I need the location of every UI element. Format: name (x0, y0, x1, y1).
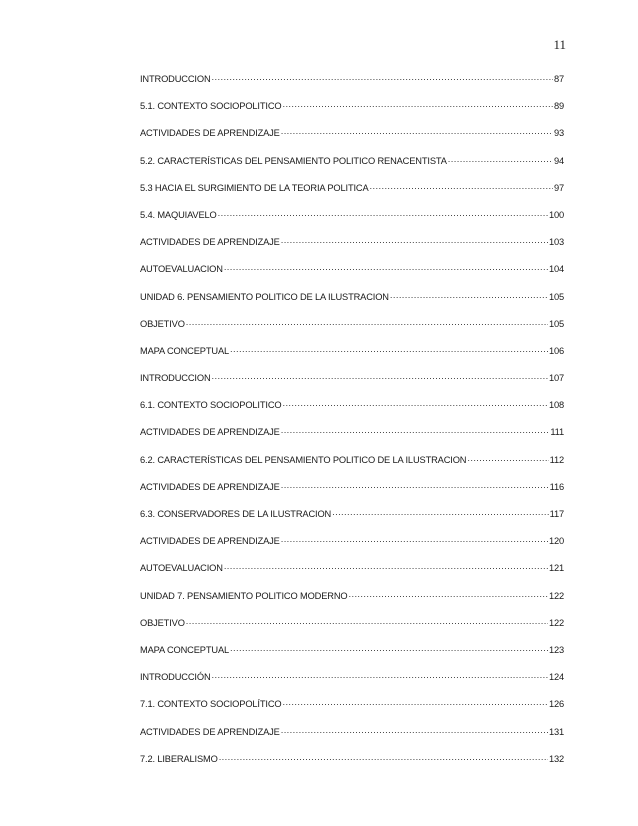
toc-entry-label: ACTIVIDADES DE APRENDIZAJE (140, 536, 280, 547)
toc-entry-label: 6.3. CONSERVADORES DE LA ILUSTRACION (140, 509, 332, 519)
toc-entry-page-number: 126 (548, 699, 564, 710)
toc-entry-page-number: 105 (548, 318, 564, 329)
toc-entry-page-number: 124 (548, 672, 564, 683)
toc-entry-page-number: 103 (548, 237, 564, 248)
toc-entry-label: 6.2. CARACTERÍSTICAS DEL PENSAMIENTO POLITICO DE LA ILUSTRACION (140, 454, 467, 465)
toc-entry-page-number: 116 (549, 481, 564, 492)
toc-dot-leader (219, 752, 548, 762)
toc-dot-leader (282, 697, 547, 707)
toc-dot-leader (230, 344, 548, 354)
toc-entry-label: 5.3 HACIA EL SURGIMIENTO DE LA TEORIA POLITICA (140, 182, 369, 193)
toc-dot-leader (281, 534, 548, 544)
toc-entry[interactable] (140, 344, 564, 371)
toc-entry-label: ACTIVIDADES DE APRENDIZAJE (140, 481, 280, 492)
toc-entry[interactable] (140, 643, 564, 670)
toc-entry-label: AUTOEVALUACION (140, 563, 223, 574)
toc-dot-leader (212, 670, 548, 680)
toc-entry-page-number: 87 (553, 74, 564, 84)
toc-entry-page-number: 104 (548, 264, 564, 275)
toc-entry-page-number: 131 (548, 726, 564, 737)
toc-entry[interactable] (140, 398, 564, 425)
toc-entry-label: 5.1. CONTEXTO SOCIOPOLITICO (140, 101, 282, 112)
toc-entry-page-number: 120 (548, 536, 564, 547)
toc-entry[interactable] (140, 425, 564, 452)
toc-entry-page-number: 132 (548, 753, 564, 764)
toc-entry-page-number: 121 (548, 563, 564, 574)
toc-entry-label: AUTOEVALUACION (140, 264, 223, 275)
toc-entry[interactable] (140, 262, 564, 289)
toc-dot-leader (282, 398, 547, 408)
toc-entry-page-number: 122 (548, 590, 564, 601)
toc-dot-leader (281, 725, 548, 735)
toc-dot-leader (218, 208, 548, 218)
toc-entry[interactable] (140, 99, 564, 126)
toc-entry-page-number: 123 (548, 644, 564, 655)
toc-entry[interactable] (140, 697, 564, 724)
toc-entry[interactable] (140, 317, 564, 344)
toc-entry-label: 7.2. LIBERALISMO (140, 753, 218, 764)
toc-dot-leader (281, 235, 548, 245)
toc-dot-leader (281, 480, 549, 490)
page-number: 11 (553, 37, 566, 52)
toc-entry-label: OBJETIVO (140, 617, 185, 628)
toc-entry-page-number: 108 (548, 400, 564, 411)
toc-entry-page-number: 106 (548, 345, 564, 356)
toc-entry-label: 5.4. MAQUIAVELO (140, 209, 217, 220)
toc-entry-label: 7.1. CONTEXTO SOCIOPOLÍTICO (140, 699, 282, 710)
toc-entry[interactable] (140, 561, 564, 588)
toc-entry-page-number: 122 (548, 617, 564, 628)
toc-entry-label: ACTIVIDADES DE APRENDIZAJE (140, 726, 280, 737)
toc-entry[interactable] (140, 507, 564, 534)
toc-entry[interactable] (140, 154, 564, 181)
toc-dot-leader (186, 616, 548, 626)
toc-entry[interactable] (140, 589, 564, 616)
toc-dot-leader (212, 371, 548, 381)
toc-dot-leader (230, 643, 548, 653)
toc-entry-page-number: 105 (548, 291, 564, 302)
toc-entry[interactable] (140, 725, 564, 752)
toc-dot-leader (332, 507, 549, 517)
toc-entry-page-number: 111 (550, 427, 564, 438)
toc-entry-label: ACTIVIDADES DE APRENDIZAJE (140, 128, 280, 139)
toc-entry-page-number: 94 (553, 155, 564, 166)
toc-entry[interactable] (140, 534, 564, 561)
table-of-contents (140, 72, 564, 779)
toc-entry-label: 5.2. CARACTERÍSTICAS DEL PENSAMIENTO POLITICO RENACENTISTA (140, 155, 447, 166)
toc-entry[interactable] (140, 290, 564, 317)
toc-dot-leader (467, 453, 548, 463)
toc-entry[interactable] (140, 616, 564, 643)
toc-entry[interactable] (140, 670, 564, 697)
toc-entry-page-number: 97 (553, 182, 564, 193)
toc-entry-label: ACTIVIDADES DE APRENDIZAJE (140, 237, 280, 248)
toc-dot-leader (348, 589, 547, 599)
toc-entry-label: UNIDAD 7. PENSAMIENTO POLITICO MODERNO (140, 590, 348, 601)
toc-dot-leader (390, 290, 548, 300)
toc-entry-page-number: 107 (548, 373, 564, 384)
toc-entry-label: INTRODUCCION (140, 74, 211, 84)
toc-dot-leader (186, 317, 548, 327)
toc-entry-page-number: 93 (553, 128, 564, 139)
toc-entry-label: UNIDAD 6. PENSAMIENTO POLITICO DE LA ILUSTRACION (140, 291, 389, 302)
toc-entry-label: ACTIVIDADES DE APRENDIZAJE (140, 427, 280, 438)
toc-entry-page-number: 100 (548, 209, 564, 220)
toc-entry[interactable] (140, 752, 564, 779)
toc-entry[interactable] (140, 480, 564, 507)
toc-entry-label: INTRODUCCIÓN (140, 672, 211, 683)
toc-entry-label: INTRODUCCION (140, 373, 211, 384)
toc-dot-leader (370, 181, 553, 191)
toc-entry-page-number: 117 (549, 509, 564, 519)
toc-entry-label: MAPA CONCEPTUAL (140, 644, 230, 655)
toc-entry[interactable] (140, 72, 564, 99)
toc-entry[interactable] (140, 208, 564, 235)
toc-entry[interactable] (140, 235, 564, 262)
toc-entry-label: 6.1. CONTEXTO SOCIOPOLITICO (140, 400, 282, 411)
toc-entry[interactable] (140, 371, 564, 398)
toc-entry[interactable] (140, 181, 564, 208)
toc-entry-page-number: 112 (549, 454, 564, 465)
toc-dot-leader (281, 425, 550, 435)
toc-dot-leader (224, 561, 548, 571)
toc-entry[interactable] (140, 126, 564, 153)
toc-entry-label: OBJETIVO (140, 318, 185, 329)
toc-dot-leader (212, 72, 553, 82)
toc-dot-leader (224, 262, 548, 272)
toc-entry-page-number: 89 (553, 101, 564, 112)
toc-entry[interactable] (140, 453, 564, 480)
toc-entry-label: MAPA CONCEPTUAL (140, 345, 230, 356)
toc-dot-leader (281, 126, 553, 136)
toc-dot-leader (282, 99, 552, 109)
toc-dot-leader (448, 154, 553, 164)
